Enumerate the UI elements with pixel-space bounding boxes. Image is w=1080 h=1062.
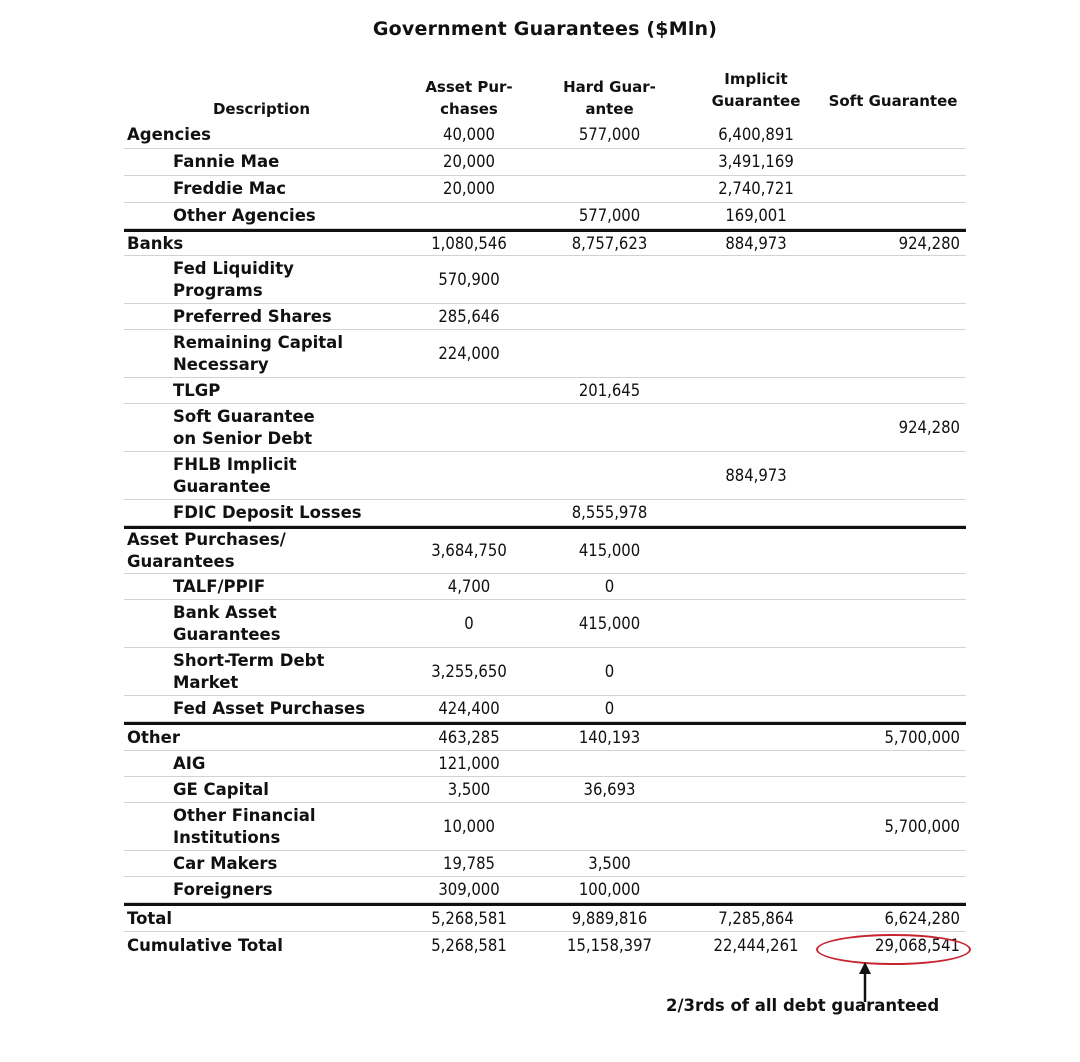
- row-label: [173, 452, 423, 499]
- row-label-text: [173, 380, 220, 402]
- row-label-text: [173, 205, 316, 227]
- header-line: Implicit: [724, 70, 788, 88]
- cell-hard-guarantee: 201,645: [578, 380, 641, 400]
- row-label: [173, 777, 423, 802]
- cell-soft-guarantee: [824, 500, 964, 525]
- cell-soft-guarantee: 924,280: [898, 233, 960, 253]
- cell-implicit-guarantee: [695, 529, 817, 573]
- cell-hard-guarantee: 0: [604, 698, 615, 718]
- table-row: [124, 600, 966, 648]
- cell-asset-purchases: 570,900: [438, 269, 500, 289]
- row-label-text: [173, 650, 324, 694]
- table-row: [124, 452, 966, 500]
- label-line: AIG: [173, 753, 206, 773]
- header-description: Description: [212, 100, 311, 118]
- table-row: [124, 751, 966, 777]
- label-line: Freddie Mac: [173, 179, 287, 198]
- label-line: Fed Liquidity: [173, 258, 294, 278]
- cell-hard-guarantee: [547, 149, 672, 175]
- cell-implicit-guarantee: 7,285,864: [718, 908, 794, 928]
- table-row: [124, 149, 966, 176]
- cell-asset-purchases: 20,000: [443, 152, 495, 171]
- table-row: [124, 256, 966, 304]
- table-row: [124, 500, 966, 526]
- cell-hard-guarantee: 415,000: [578, 541, 641, 560]
- label-line: Fed Asset Purchases: [173, 698, 366, 718]
- cell-soft-guarantee: [824, 452, 964, 499]
- cell-asset-purchases: 19,785: [443, 853, 495, 873]
- row-label: [173, 404, 423, 451]
- row-label-text: [127, 908, 172, 930]
- table-row: [124, 203, 966, 229]
- cell-hard-guarantee: 3,500: [588, 853, 631, 873]
- cell-soft-guarantee: [824, 330, 964, 377]
- cell-hard-guarantee: [547, 176, 672, 202]
- label-line: GE Capital: [173, 779, 269, 799]
- row-label-text: [173, 454, 297, 498]
- label-line: Remaining Capital: [173, 332, 343, 352]
- row-label: [127, 932, 417, 959]
- cell-implicit-guarantee: 884,973: [725, 465, 787, 485]
- cell-asset-purchases: 3,255,650: [431, 661, 507, 681]
- row-label: [173, 696, 423, 721]
- row-label: [173, 600, 423, 647]
- cell-asset-purchases: 309,000: [438, 879, 500, 899]
- cell-soft-guarantee: 5,700,000: [884, 816, 960, 836]
- label-line: Guarantees: [173, 624, 281, 644]
- label-line: Short-Term Debt: [173, 650, 325, 670]
- cell-hard-guarantee: [547, 404, 672, 451]
- cell-hard-guarantee: 100,000: [578, 879, 641, 899]
- label-line: Guarantees: [127, 552, 235, 571]
- label-line: Preferred Shares: [173, 306, 332, 326]
- cell-asset-purchases: 3,500: [447, 779, 491, 799]
- row-label: [173, 500, 423, 525]
- guarantees-table: [124, 62, 966, 959]
- cell-hard-guarantee: 8,757,623: [571, 233, 648, 253]
- header-line: Asset Pur-: [425, 78, 513, 96]
- cell-asset-purchases: 224,000: [438, 343, 500, 363]
- label-line: Asset Purchases/: [127, 530, 286, 549]
- table-row: [124, 722, 966, 751]
- row-label: [173, 803, 423, 850]
- table-row: [124, 877, 966, 903]
- cell-soft-guarantee: [824, 149, 964, 175]
- cell-asset-purchases: [409, 203, 529, 228]
- cell-soft-guarantee: [824, 777, 964, 802]
- cell-hard-guarantee: 140,193: [578, 727, 641, 747]
- cell-implicit-guarantee: [695, 648, 817, 695]
- row-label-text: [173, 853, 277, 875]
- row-label-text: [173, 258, 294, 302]
- cell-soft-guarantee: 5,700,000: [884, 727, 960, 747]
- label-line: Other: [127, 727, 180, 747]
- cell-hard-guarantee: [547, 803, 672, 850]
- cell-implicit-guarantee: [695, 777, 817, 802]
- table-row: [124, 803, 966, 851]
- table-row: [124, 851, 966, 877]
- header-asset-purchases: [409, 76, 529, 120]
- row-label: [173, 751, 423, 776]
- header-line: chases: [440, 100, 498, 118]
- label-line: Total: [127, 908, 173, 928]
- cell-soft-guarantee: [824, 529, 964, 573]
- row-label: [173, 574, 423, 599]
- cell-asset-purchases: 424,400: [438, 698, 500, 718]
- header-implicit-guarantee: [695, 68, 817, 112]
- cell-implicit-guarantee: [695, 330, 817, 377]
- cell-hard-guarantee: [547, 256, 672, 303]
- cell-asset-purchases: 121,000: [438, 753, 500, 773]
- cell-implicit-guarantee: [695, 404, 817, 451]
- highlight-circle: [816, 934, 971, 965]
- row-label: [127, 529, 417, 573]
- row-label-text: [173, 602, 281, 646]
- cell-implicit-guarantee: [695, 378, 817, 403]
- row-label: [173, 330, 423, 377]
- table-row: [124, 378, 966, 404]
- row-label-text: [173, 502, 362, 524]
- row-label-text: [173, 306, 332, 328]
- table-row: [124, 903, 966, 932]
- row-label-text: [127, 124, 211, 146]
- cell-asset-purchases: 285,646: [438, 306, 500, 326]
- row-label: [173, 851, 423, 876]
- cell-asset-purchases: [409, 452, 529, 499]
- cell-implicit-guarantee: [695, 803, 817, 850]
- cell-implicit-guarantee: 6,400,891: [718, 125, 794, 144]
- row-label: [173, 877, 423, 902]
- cell-asset-purchases: 3,684,750: [431, 541, 507, 560]
- cell-asset-purchases: 1,080,546: [431, 233, 507, 253]
- cell-soft-guarantee: [824, 574, 964, 599]
- row-label: [127, 122, 417, 148]
- row-label: [173, 256, 423, 303]
- cell-soft-guarantee: [824, 600, 964, 647]
- cell-hard-guarantee: 9,889,816: [571, 908, 648, 928]
- cell-hard-guarantee: 15,158,397: [567, 935, 652, 955]
- row-label-text: [173, 406, 315, 450]
- cell-soft-guarantee: [824, 256, 964, 303]
- row-label-text: [173, 178, 286, 200]
- row-label: [173, 378, 423, 403]
- label-line: Agencies: [127, 125, 211, 144]
- row-label-text: [173, 779, 269, 801]
- cell-implicit-guarantee: [695, 725, 817, 750]
- label-line: Car Makers: [173, 853, 278, 873]
- cell-implicit-guarantee: 884,973: [725, 233, 787, 253]
- label-line: TLGP: [173, 380, 221, 400]
- label-line: Other Agencies: [173, 205, 316, 225]
- label-line: TALF/PPIF: [173, 576, 266, 596]
- cell-implicit-guarantee: 22,444,261: [713, 935, 799, 955]
- row-label: [173, 149, 423, 175]
- table-row: [124, 304, 966, 330]
- cell-asset-purchases: 4,700: [447, 576, 491, 596]
- table-title: Government Guarantees ($Mln): [372, 18, 718, 40]
- table-row: [124, 574, 966, 600]
- table-row: [124, 330, 966, 378]
- cell-implicit-guarantee: [695, 696, 817, 721]
- header-line: Guarantee: [711, 92, 801, 110]
- table-row: [124, 526, 966, 574]
- cell-soft-guarantee: 29,068,541: [875, 935, 960, 955]
- cell-hard-guarantee: [547, 452, 672, 499]
- annotation-text: 2/3rds of all debt guaranteed: [666, 996, 940, 1015]
- row-label-text: [127, 727, 180, 749]
- cell-soft-guarantee: [824, 851, 964, 876]
- cell-asset-purchases: [409, 500, 529, 525]
- cell-soft-guarantee: 924,280: [898, 417, 960, 437]
- cell-implicit-guarantee: [695, 851, 817, 876]
- label-line: Banks: [127, 233, 184, 253]
- cell-implicit-guarantee: [695, 500, 817, 525]
- row-label-text: [173, 879, 273, 901]
- cell-implicit-guarantee: [695, 304, 817, 329]
- row-label: [173, 304, 423, 329]
- cell-hard-guarantee: 577,000: [578, 125, 641, 144]
- table-row: [124, 404, 966, 452]
- cell-hard-guarantee: 0: [604, 661, 615, 681]
- cell-hard-guarantee: [547, 304, 672, 329]
- header-hard-guarantee: [547, 76, 672, 120]
- cell-implicit-guarantee: [695, 574, 817, 599]
- cell-hard-guarantee: [547, 751, 672, 776]
- table-header: [124, 62, 966, 122]
- cell-asset-purchases: 20,000: [443, 179, 495, 198]
- cell-implicit-guarantee: [695, 600, 817, 647]
- cell-implicit-guarantee: 169,001: [725, 205, 787, 225]
- cell-asset-purchases: 5,268,581: [431, 908, 507, 928]
- label-line: on Senior Debt: [173, 428, 313, 448]
- cell-asset-purchases: 463,285: [438, 727, 500, 747]
- row-label-text: [127, 529, 286, 573]
- cell-hard-guarantee: 577,000: [578, 205, 641, 225]
- row-label-text: [173, 805, 316, 849]
- table-row: [124, 696, 966, 722]
- cell-soft-guarantee: [824, 176, 964, 202]
- cell-soft-guarantee: [824, 648, 964, 695]
- table-body: [124, 122, 966, 959]
- table-row: [124, 648, 966, 696]
- row-label-text: [173, 332, 343, 376]
- row-label: [127, 906, 417, 931]
- label-line: FDIC Deposit Losses: [173, 502, 362, 522]
- cell-asset-purchases: 5,268,581: [431, 935, 507, 955]
- label-line: Soft Guarantee: [173, 406, 315, 426]
- cell-soft-guarantee: [824, 696, 964, 721]
- cell-asset-purchases: 40,000: [443, 125, 495, 144]
- table-row: [124, 176, 966, 203]
- row-label-text: [173, 151, 279, 173]
- row-label: [127, 232, 417, 255]
- row-label-text: [173, 576, 265, 598]
- cell-implicit-guarantee: [695, 877, 817, 902]
- table-row: [124, 229, 966, 256]
- label-line: Bank Asset: [173, 602, 277, 622]
- row-label: [127, 725, 417, 750]
- cell-hard-guarantee: 0: [604, 576, 615, 596]
- cell-asset-purchases: [409, 404, 529, 451]
- cell-asset-purchases: [409, 378, 529, 403]
- cell-soft-guarantee: [824, 751, 964, 776]
- header-line: antee: [585, 100, 634, 118]
- cell-hard-guarantee: 415,000: [578, 613, 641, 633]
- cell-hard-guarantee: 36,693: [583, 779, 636, 799]
- row-label: [173, 203, 423, 228]
- label-line: Fannie Mae: [173, 152, 280, 171]
- label-line: Other Financial: [173, 805, 316, 825]
- cell-hard-guarantee: [547, 330, 672, 377]
- label-line: Programs: [173, 280, 263, 300]
- cell-soft-guarantee: [824, 304, 964, 329]
- row-label-text: [127, 935, 283, 957]
- table-row: [124, 777, 966, 803]
- row-label-text: [127, 233, 183, 255]
- label-line: Cumulative Total: [127, 935, 283, 955]
- header-line: Hard Guar-: [563, 78, 656, 96]
- cell-implicit-guarantee: 3,491,169: [718, 152, 794, 171]
- cell-soft-guarantee: 6,624,280: [884, 908, 960, 928]
- cell-implicit-guarantee: [695, 751, 817, 776]
- cell-hard-guarantee: 8,555,978: [571, 502, 648, 522]
- row-label: [173, 648, 423, 695]
- cell-soft-guarantee: [824, 122, 964, 148]
- row-label: [173, 176, 423, 202]
- label-line: FHLB Implicit: [173, 454, 297, 474]
- cell-implicit-guarantee: 2,740,721: [718, 179, 794, 198]
- table-row: [124, 122, 966, 149]
- label-line: Institutions: [173, 827, 281, 847]
- header-soft-guarantee: Soft Guarantee: [828, 92, 958, 110]
- cell-asset-purchases: 0: [464, 613, 474, 633]
- label-line: Necessary: [173, 354, 269, 374]
- label-line: Guarantee: [173, 476, 271, 496]
- row-label-text: [173, 753, 205, 775]
- cell-soft-guarantee: [824, 877, 964, 902]
- label-line: Market: [173, 672, 239, 692]
- cell-soft-guarantee: [824, 203, 964, 228]
- cell-soft-guarantee: [824, 378, 964, 403]
- label-line: Foreigners: [173, 879, 273, 899]
- row-label-text: [173, 698, 365, 720]
- cell-implicit-guarantee: [695, 256, 817, 303]
- cell-asset-purchases: 10,000: [443, 816, 495, 836]
